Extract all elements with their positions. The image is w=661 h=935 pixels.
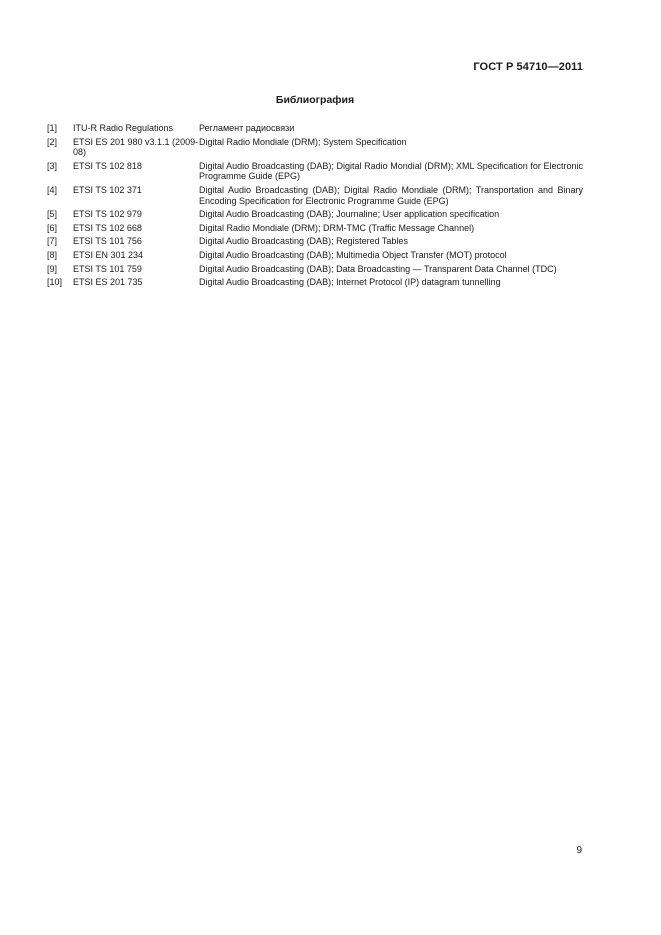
entry-reference: ETSI TS 101 756 — [73, 236, 142, 247]
entry-reference: ITU-R Radio Regulations — [73, 123, 174, 133]
entry-reference: ETSI ES 201 980 v3.1.1 (2009-08) — [73, 136, 199, 158]
document-id: ГОСТ Р 54710—2011 — [473, 61, 583, 73]
entry-number: [4] — [47, 184, 58, 195]
entry-reference: ETSI TS 102 979 — [73, 209, 142, 220]
entry-title: Digital Audio Broadcasting (DAB); Data Broadcasting — Transparent Data Channel (TDC) — [199, 263, 557, 274]
bibliography-entry — [47, 220, 583, 234]
bibliography-entry — [47, 206, 583, 220]
bibliography-entry — [47, 274, 583, 288]
entry-number: [8] — [47, 249, 58, 260]
bibliography-entry — [47, 158, 583, 182]
entry-number: [10] — [47, 277, 63, 288]
bibliography-entry — [47, 261, 583, 275]
entry-number: [5] — [47, 209, 58, 220]
entry-title: Digital Audio Broadcasting (DAB); Internet Protocol (IP) datagram tunnelling — [199, 277, 501, 288]
entry-number: [2] — [47, 136, 58, 147]
entry-title: Digital Radio Mondiale (DRM); DRM-TMC (Traffic Message Channel) — [199, 222, 475, 233]
entry-number: [1] — [47, 123, 58, 133]
entry-title: Digital Radio Mondiale (DRM); System Specification — [199, 136, 407, 147]
entry-number: [9] — [47, 263, 58, 274]
bibliography-entry — [47, 182, 583, 206]
entry-title: Digital Audio Broadcasting (DAB); Digital Radio Mondiale (DRM); Transportation and Binary Encoding Specification for Electronic Programme Guide (EPG) — [199, 184, 583, 206]
entry-title: Digital Audio Broadcasting (DAB); Multimedia Object Transfer (MOT) protocol — [199, 249, 507, 260]
bibliography-entry — [47, 247, 583, 261]
entry-reference: ETSI TS 102 818 — [73, 160, 142, 171]
entry-reference: ETSI TS 102 668 — [73, 222, 142, 233]
bibliography-entry — [47, 134, 583, 158]
entry-number: [7] — [47, 236, 58, 247]
bibliography-entry — [47, 120, 583, 134]
page-number: 9 — [576, 845, 582, 856]
entry-number: [6] — [47, 222, 58, 233]
entry-reference: ETSI TS 101 759 — [73, 263, 142, 274]
entry-reference: ETSI ES 201 735 — [73, 277, 143, 288]
entry-title: Digital Audio Broadcasting (DAB); Digital Radio Mondial (DRM); XML Specification for Electronic Programme Guide (EPG) — [199, 160, 583, 182]
bibliography-table — [47, 120, 583, 288]
entry-number: [3] — [47, 160, 58, 171]
entry-title: Digital Audio Broadcasting (DAB); Journaline; User application specification — [199, 209, 500, 220]
entry-title: Регламент радиосвязи — [199, 123, 295, 133]
entry-reference: ETSI EN 301 234 — [73, 249, 144, 260]
section-title: Библиография — [275, 94, 355, 106]
entry-title: Digital Audio Broadcasting (DAB); Registered Tables — [199, 236, 408, 247]
entry-reference: ETSI TS 102 371 — [73, 184, 142, 195]
bibliography-entry — [47, 233, 583, 247]
